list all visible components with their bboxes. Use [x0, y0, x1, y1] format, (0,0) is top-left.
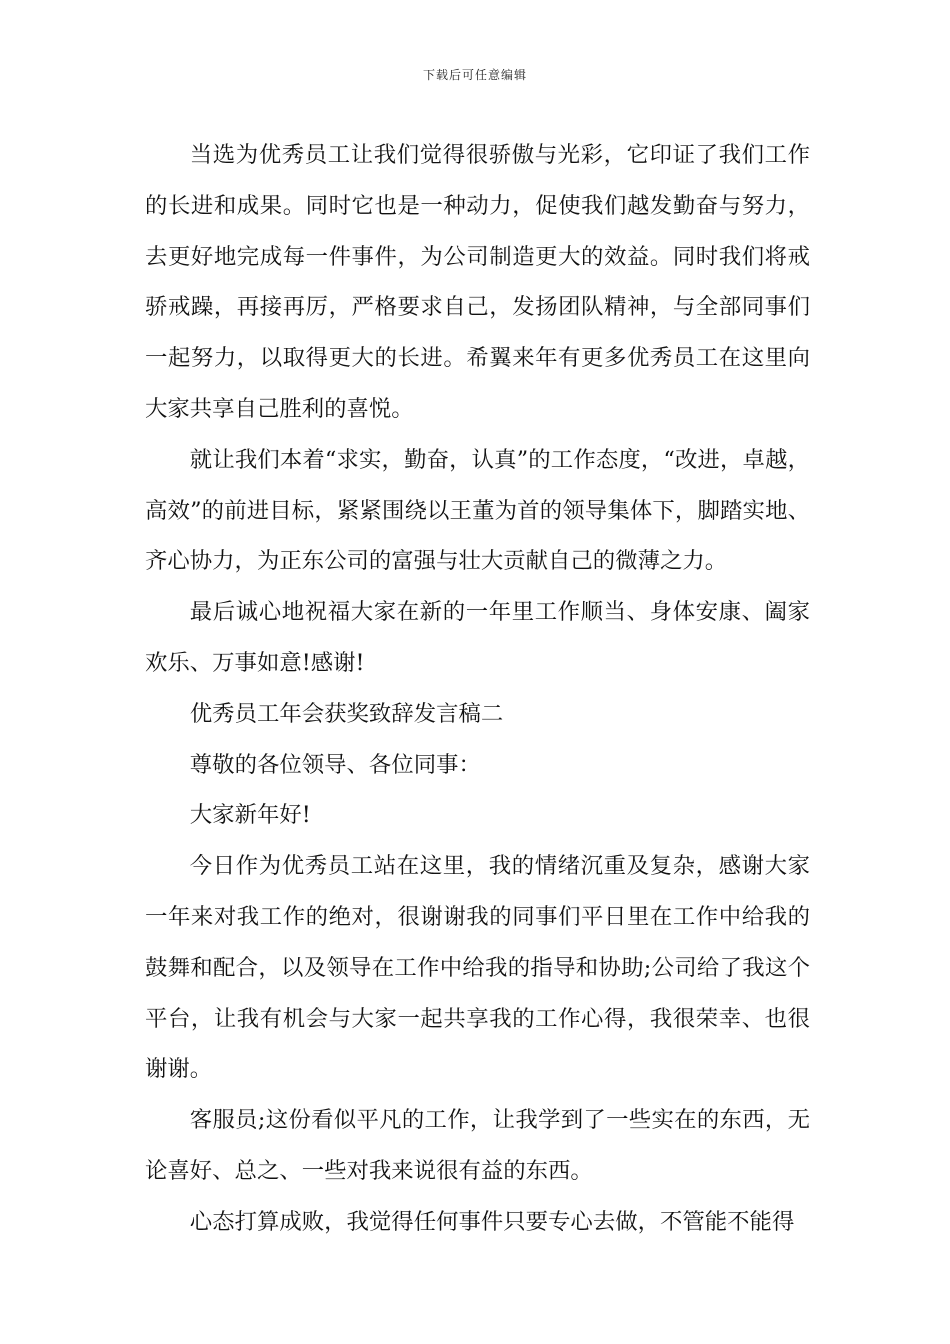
paragraph-new-year-wishes: 最后诚心地祝福大家在新的一年里工作顺当、身体安康、阖家欢乐、万事如意!感谢! [145, 599, 810, 676]
header-note: 下载后可任意编辑 [422, 68, 527, 82]
paragraph-thanks: 今日作为优秀员工站在这里，我的情绪沉重及复杂，感谢大家一年来对我工作的绝对，很谢谢我的同事们平日里在工作中给我的鼓舞和配合，以及领导在工作中给我的指导和协助;公司给了我这个平台，让我有机会与大家一起共享我的工作心得，我很荣幸、也很谢谢。 [145, 853, 810, 1083]
document-body [145, 130, 810, 1248]
salutation: 尊敬的各位领导、各位同事： [189, 751, 481, 778]
paragraph-work-attitude: 就让我们本着“求实，勤奋，认真”的工作态度，“改进，卓越，高效”的前进目标，紧紧围绕以王董为首的领导集体下，脚踏实地、齐心协力，为正东公司的富强与壮大贡献自己的微薄之力。 [145, 446, 810, 575]
section-title: 优秀员工年会获奖致辞发言稿二 [189, 700, 504, 727]
paragraph-customer-service: 客服员;这份看似平凡的工作，让我学到了一些实在的东西，无论喜好、总之、一些对我来说很有益的东西。 [145, 1107, 810, 1184]
paragraph-award-reflection: 当选为优秀员工让我们觉得很骄傲与光彩，它印证了我们工作的长进和成果。同时它也是一种动力，促使我们越发勤奋与努力，去更好地完成每一件事件，为公司制造更大的效益。同时我们将戒骄戒躁，再接再厉，严格要求自己，发扬团队精神，与全部同事们一起努力，以取得更大的长进。希翼来年有更多优秀员工在这里向大家共享自己胜利的喜悦。 [145, 142, 810, 422]
paragraph-mindset: 心态打算成败，我觉得任何事件只要专心去做，不管能不能得 [189, 1208, 795, 1235]
greeting: 大家新年好! [189, 802, 311, 829]
